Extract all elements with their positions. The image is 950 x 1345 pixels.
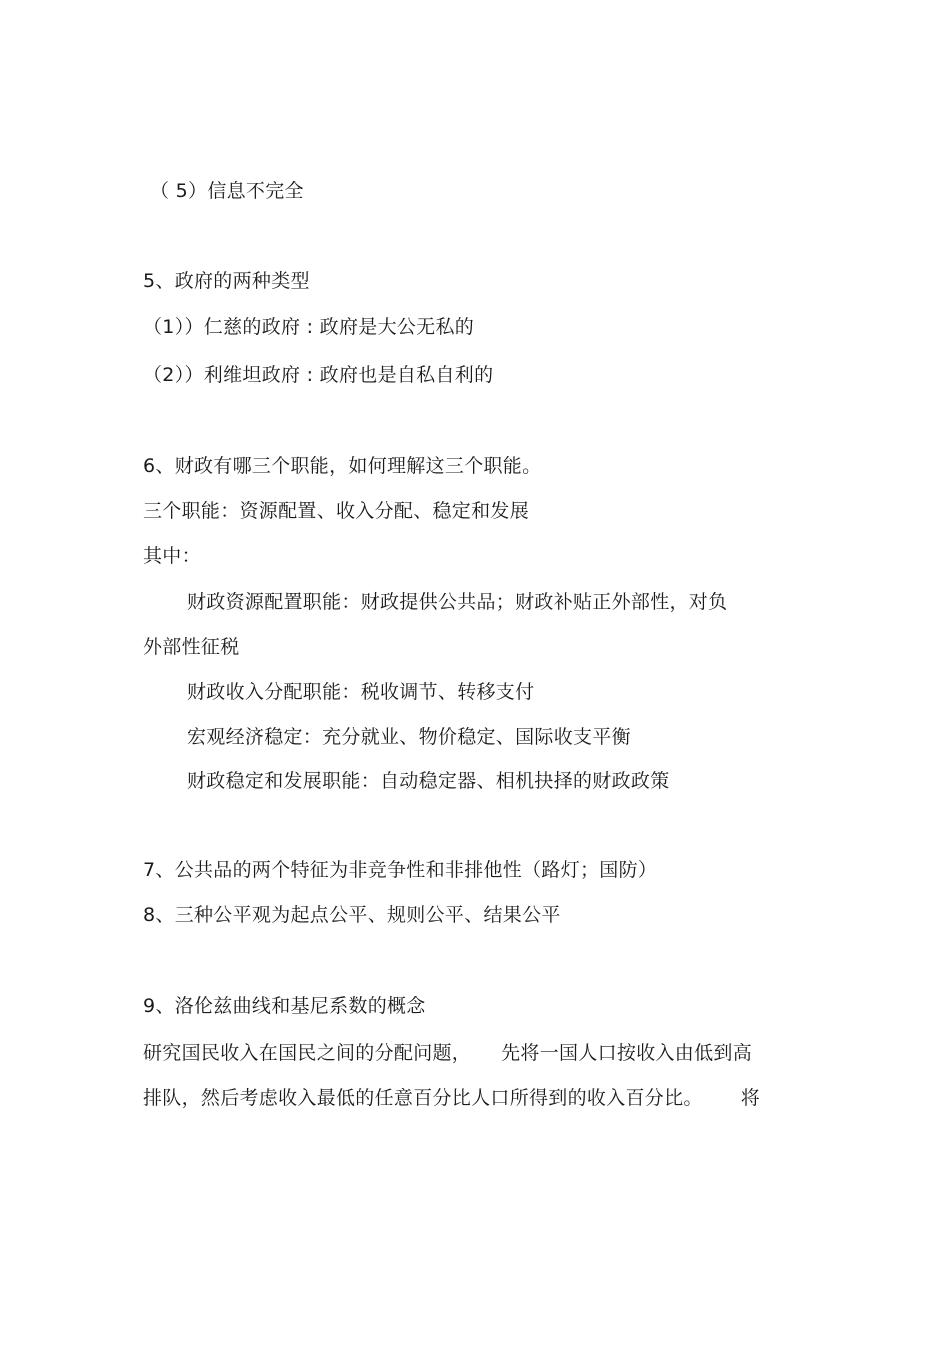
- item-4-point-5: （ 5）信息不完全: [150, 180, 304, 202]
- q6-macro-stability: 宏观经济稳定：充分就业、物价稳定、国际收支平衡: [187, 726, 631, 748]
- q9-heading: 9、洛伦兹曲线和基尼系数的概念: [143, 995, 426, 1017]
- q6-allocation-line-1: 财政资源配置职能：财政提供公共品；财政补贴正外部性，对负: [187, 591, 728, 613]
- q6-heading: 6、财政有哪三个职能，如何理解这三个职能。: [143, 455, 542, 477]
- q9-line-2: [143, 1085, 760, 1111]
- q6-summary: 三个职能：资源配置、收入分配、稳定和发展: [143, 500, 530, 522]
- q9-line-2-part-a: 排队，然后考虑收入最低的任意百分比人口所得到的收入百分比。: [143, 1087, 703, 1109]
- q6-allocation-line-2: 外部性征税: [143, 636, 240, 658]
- q9-line-1-part-b: 先将一国人口按收入由低到高: [501, 1042, 753, 1064]
- q6-among: 其中：: [143, 545, 201, 567]
- q9-line-2-part-b: 将: [740, 1087, 761, 1109]
- q6-distribution: 财政收入分配职能：税收调节、转移支付: [187, 681, 535, 703]
- q9-line-1-part-a: 研究国民收入在国民之间的分配问题，: [143, 1042, 472, 1064]
- q8-text: 8、三种公平观为起点公平、规则公平、结果公平: [143, 904, 561, 926]
- q5-item-1: （1））仁慈的政府 : 政府是大公无私的: [143, 316, 475, 338]
- q5-item-2: （2））利维坦政府 : 政府也是自私自利的: [143, 364, 494, 386]
- q5-heading: 5、政府的两种类型: [143, 270, 310, 292]
- q9-line-1: [143, 1040, 752, 1066]
- q6-stabilization: 财政稳定和发展职能：自动稳定器、相机抉择的财政政策: [187, 770, 670, 792]
- q7-text: 7、公共品的两个特征为非竞争性和非排他性（路灯；国防）: [143, 859, 658, 881]
